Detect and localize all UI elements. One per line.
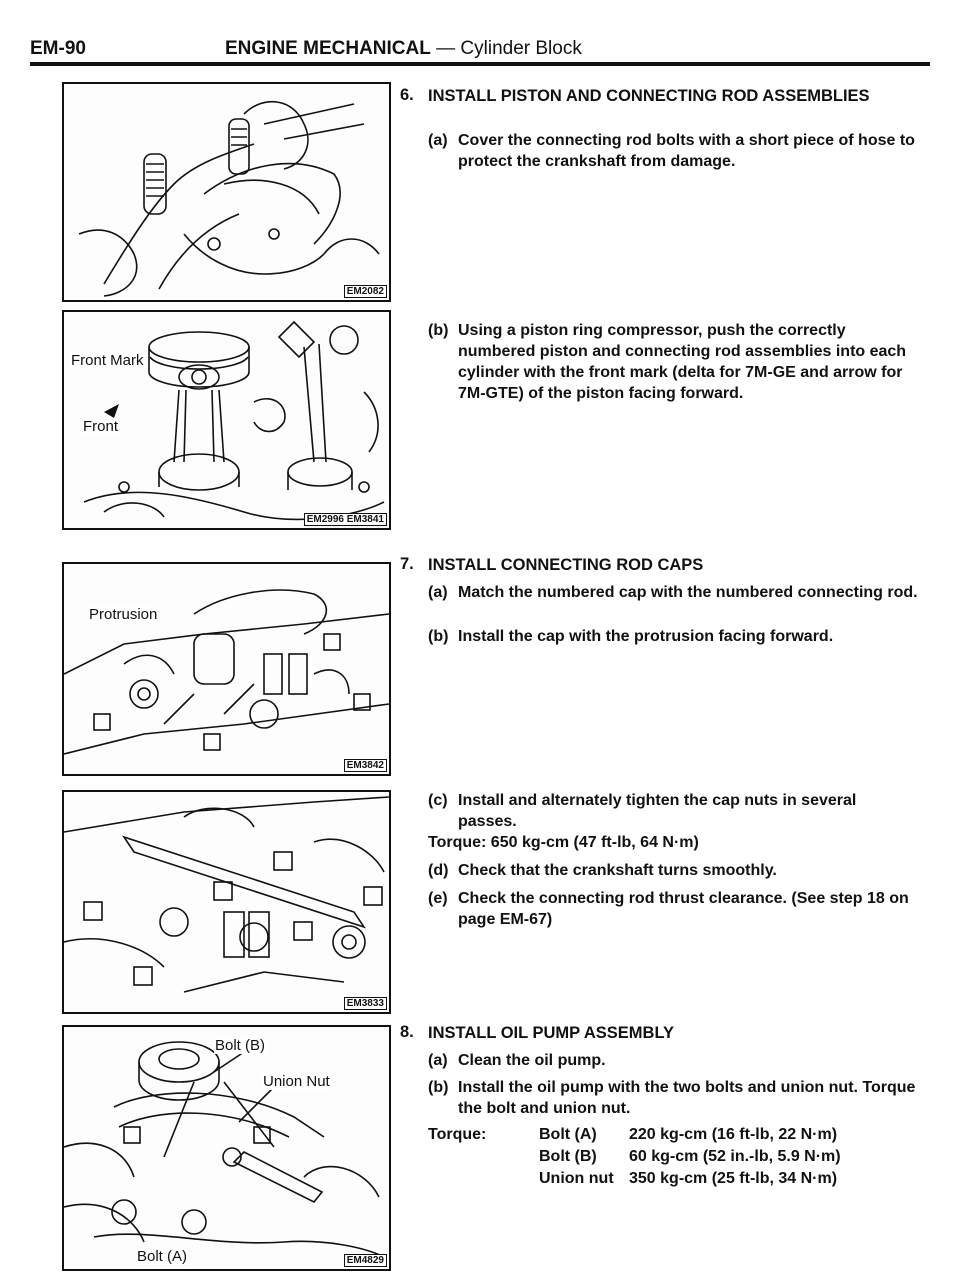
torque-label: Torque: — [428, 1126, 487, 1143]
torque-item-name: Union nut — [539, 1170, 614, 1187]
torque-row — [539, 1168, 919, 1189]
torque-item-value: 220 kg-cm (16 ft-lb, 22 N·m) — [629, 1126, 838, 1143]
title-separator: — — [436, 38, 456, 59]
step-title: INSTALL OIL PUMP ASSEMBLY — [428, 1024, 675, 1042]
figure-label-bolt-b: Bolt (B) — [215, 1037, 266, 1054]
figure-oil-pump-install — [62, 1025, 391, 1271]
figure-label-front: Front — [83, 418, 119, 435]
front-arrow-icon — [104, 404, 119, 418]
figure-cap-nut-tighten — [62, 790, 391, 1014]
figure-rod-cap-install — [62, 562, 391, 776]
figure-illustration — [64, 1027, 389, 1269]
item-key: (c) — [428, 792, 448, 809]
subsection-title: Cylinder Block — [460, 38, 582, 59]
figure-label-protrusion: Protrusion — [89, 606, 158, 623]
item-text: Install the cap with the protrusion facing forward. — [458, 628, 834, 645]
item-text: Clean the oil pump. — [458, 1052, 606, 1069]
figure-code: EM2082 — [344, 285, 387, 298]
torque-item-value: 60 kg-cm (52 in.-lb, 5.9 N·m) — [629, 1148, 841, 1165]
torque-item-name: Bolt (B) — [539, 1148, 597, 1165]
item-text: Install and alternately tighten the cap nuts in several passes. — [458, 792, 857, 830]
figure-illustration — [64, 564, 389, 774]
step-8-torque-table — [428, 1124, 928, 1190]
step-title: INSTALL CONNECTING ROD CAPS — [428, 556, 704, 574]
torque-row — [539, 1146, 919, 1167]
figure-code: EM4829 — [344, 1254, 387, 1267]
page-number: EM-90 — [30, 38, 86, 59]
figure-label-union-nut: Union Nut — [263, 1073, 330, 1090]
figure-illustration — [64, 792, 389, 1012]
item-key: (b) — [428, 628, 449, 645]
torque-item-value: 350 kg-cm (25 ft-lb, 34 N·m) — [629, 1170, 838, 1187]
item-text: Match the numbered cap with the numbered connecting rod. — [458, 584, 918, 601]
item-key: (d) — [428, 862, 449, 879]
item-text: Install the oil pump with the two bolts and union nut. Torque the bolt and union nut. — [458, 1079, 916, 1117]
page-title — [225, 38, 582, 60]
step-7-torque: Torque: 650 kg-cm (47 ft-lb, 64 N·m) — [428, 834, 699, 851]
figure-label-bolt-a: Bolt (A) — [137, 1248, 188, 1265]
figure-hose-on-rod-bolts — [62, 82, 391, 302]
step-title: INSTALL PISTON AND CONNECTING ROD ASSEMBLIES — [428, 87, 870, 105]
item-key: (a) — [428, 132, 448, 149]
section-title: ENGINE MECHANICAL — [225, 38, 431, 59]
figure-illustration — [64, 84, 389, 300]
step-number: 8. — [400, 1023, 414, 1041]
item-key: (b) — [428, 1079, 449, 1096]
torque-row — [539, 1124, 919, 1145]
item-key: (b) — [428, 322, 449, 339]
figure-piston-install — [62, 310, 391, 530]
step-number: 7. — [400, 555, 414, 573]
item-key: (a) — [428, 584, 448, 601]
item-key: (e) — [428, 890, 448, 907]
item-text: Check the connecting rod thrust clearance. (See step 18 on page EM-67) — [458, 890, 909, 928]
item-text: Using a piston ring compressor, push the correctly numbered piston and connecting rod assemblies into each cylinder with the front mark (delta for 7M-GE and arrow for 7M-GTE) of the piston facing forward. — [458, 322, 907, 402]
item-text: Cover the connecting rod bolts with a short piece of hose to protect the crankshaft from damage. — [458, 132, 915, 170]
figure-code: EM3833 — [344, 997, 387, 1010]
figure-code: EM2996 EM3841 — [304, 513, 387, 526]
figure-code: EM3842 — [344, 759, 387, 772]
figure-label-front-mark: Front Mark — [71, 352, 144, 369]
item-text: Check that the crankshaft turns smoothly. — [458, 862, 777, 879]
header-rule — [30, 62, 930, 66]
step-number: 6. — [400, 86, 414, 104]
torque-item-name: Bolt (A) — [539, 1126, 597, 1143]
item-key: (a) — [428, 1052, 448, 1069]
